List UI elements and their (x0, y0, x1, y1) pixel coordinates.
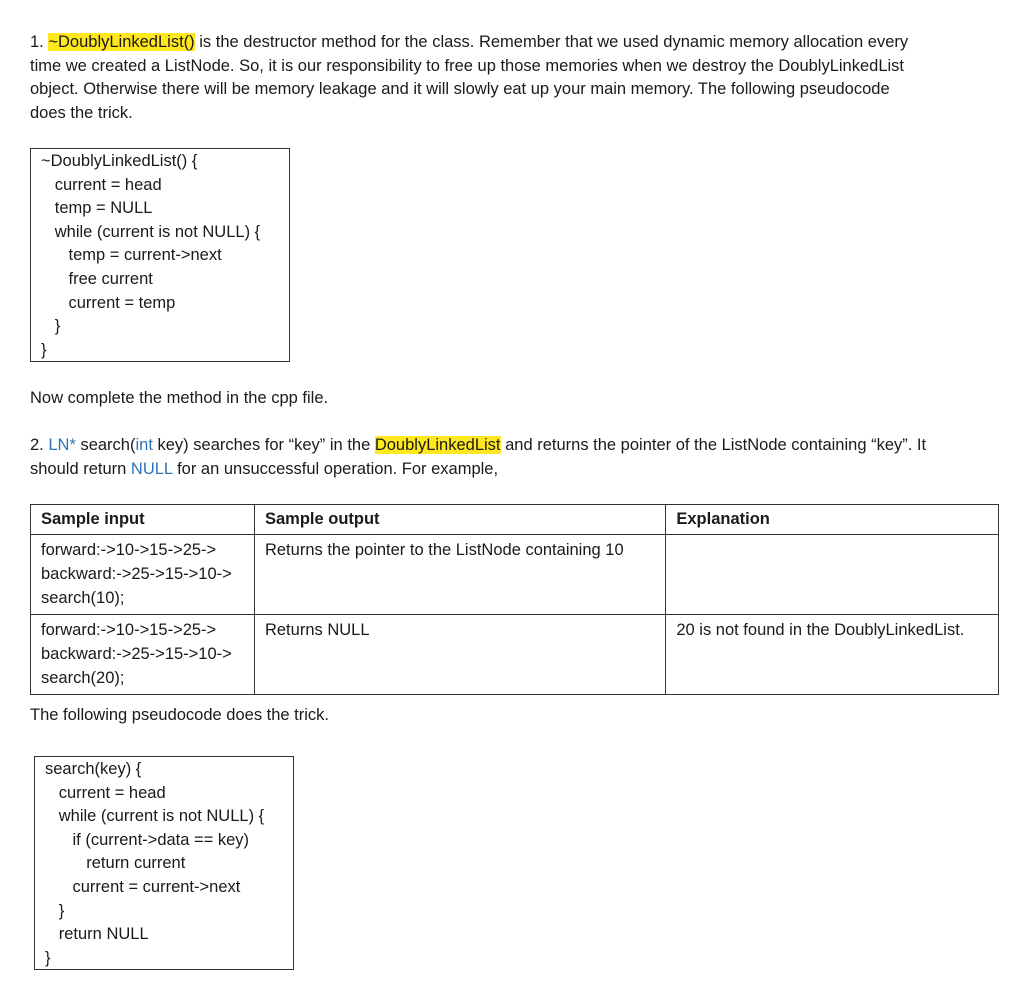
table-header-row (31, 505, 999, 535)
explanation-cell: 20 is not found in the DoublyLinkedList. (666, 615, 999, 695)
code-line: current = head (41, 175, 162, 194)
item1-line1: 1. ~DoublyLinkedList() is the destructor method for the class. Remember that we used dynamic memory allocation every (30, 33, 909, 51)
item1-line4: does the trick. (30, 103, 133, 122)
code-line: temp = NULL (41, 199, 153, 218)
code-line: } (41, 340, 47, 359)
destructor-pseudocode-box (30, 148, 290, 362)
code-line: return NULL (45, 925, 149, 944)
item2-line1: 2. LN* search(int key) searches for “key” in the DoublyLinkedList and returns the pointer of the ListNode containing “key”. It (30, 436, 927, 454)
header-sample-output: Sample output (254, 505, 665, 535)
code-line: if (current->data == key) (45, 830, 250, 849)
sample-output-cell: Returns the pointer to the ListNode containing 10 (254, 535, 665, 615)
item2-line2: should return NULL for an unsuccessful operation. For example, (30, 459, 499, 478)
search-pseudocode-box (34, 756, 294, 970)
table-row (31, 535, 999, 615)
code-line: while (current is not NULL) { (45, 807, 265, 826)
code-line: free current (41, 269, 153, 288)
sample-table (30, 504, 999, 695)
return-type-keyword: LN* (48, 436, 76, 454)
param-type-keyword: int (135, 436, 153, 454)
item1-line3: object. Otherwise there will be memory leakage and it will slowly eat up your main memory. The following pseudocode (30, 80, 890, 98)
explanation-cell (666, 535, 999, 615)
destructor-name-highlight: ~DoublyLinkedList() (48, 33, 195, 51)
item2-instruction: The following pseudocode does the trick. (30, 706, 330, 724)
code-line: search(key) { (45, 760, 142, 778)
item1-line2: time we created a ListNode. So, it is our responsibility to free up those memories when we destroy the DoublyLinkedList (30, 56, 905, 75)
item2-description (30, 434, 926, 481)
header-sample-input: Sample input (31, 505, 255, 535)
code-line: } (41, 317, 61, 336)
item1-instruction: Now complete the method in the cpp file. (30, 389, 329, 407)
code-line: return current (45, 854, 186, 873)
code-line: } (45, 948, 51, 967)
code-line: current = temp (41, 293, 176, 312)
code-line: while (current is not NULL) { (41, 222, 261, 241)
sample-input-cell: forward:->10->15->25-> backward:->25->15->10-> search(10); (31, 535, 255, 615)
code-line: } (45, 901, 65, 920)
code-line: temp = current->next (41, 246, 222, 265)
sample-input-cell: forward:->10->15->25-> backward:->25->15->10-> search(20); (31, 615, 255, 695)
code-line: current = head (45, 783, 166, 802)
null-keyword: NULL (130, 459, 173, 478)
table-row (31, 615, 999, 695)
item1-description (30, 31, 908, 125)
sample-output-cell: Returns NULL (254, 615, 665, 695)
header-explanation: Explanation (666, 505, 999, 535)
code-line: ~DoublyLinkedList() { (41, 152, 198, 170)
code-line: current = current->next (45, 877, 241, 896)
class-name-highlight: DoublyLinkedList (374, 436, 501, 454)
